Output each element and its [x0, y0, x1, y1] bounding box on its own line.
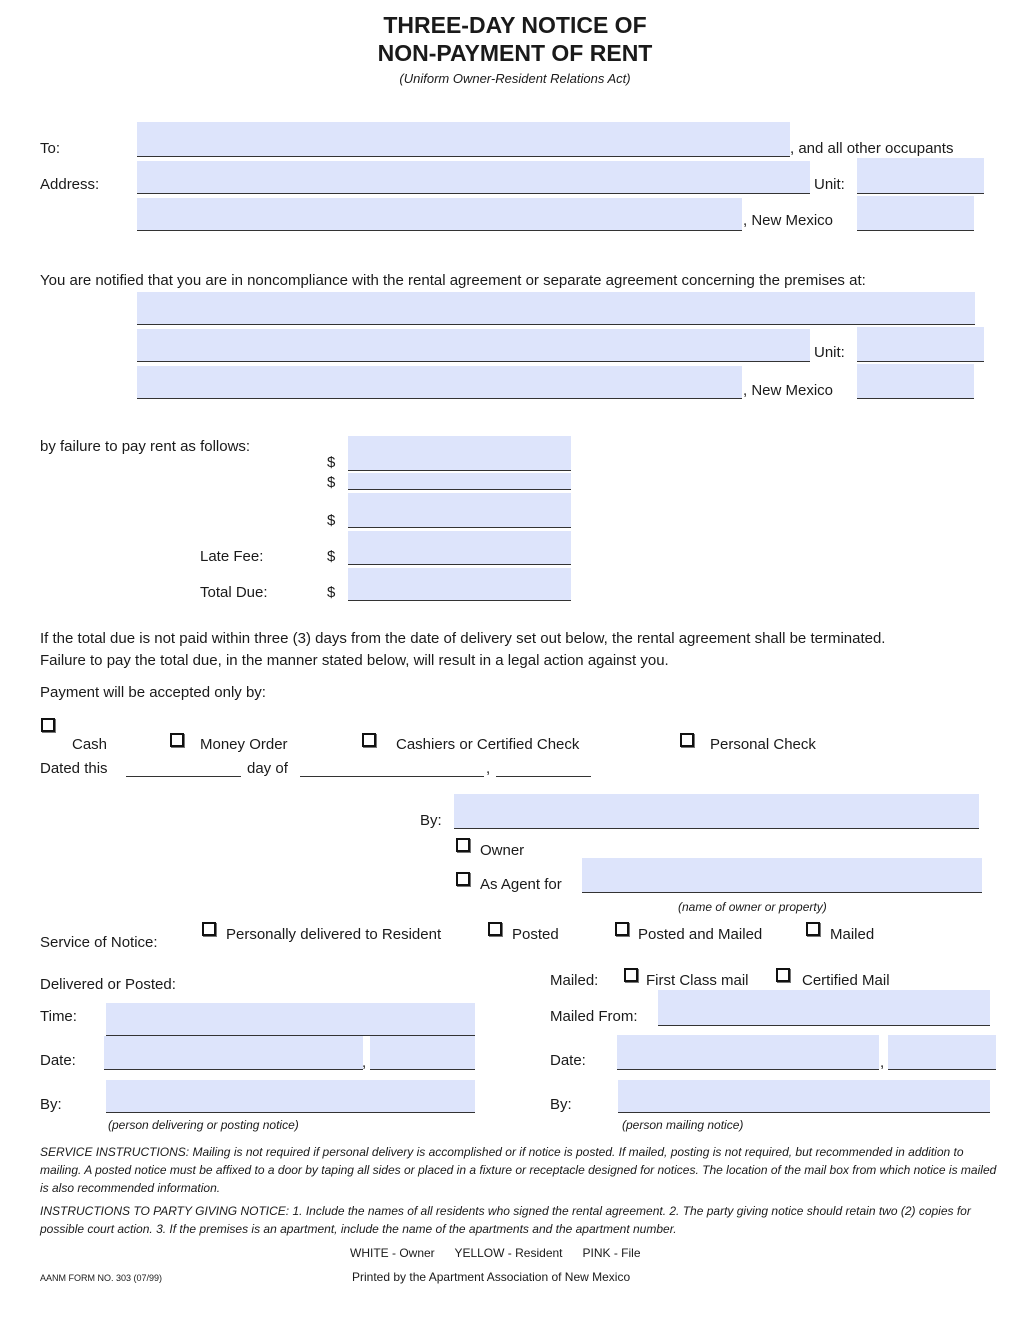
signature-field[interactable]	[454, 794, 979, 829]
personally-delivered-checkbox[interactable]	[202, 922, 216, 936]
first-class-label: First Class mail	[646, 972, 749, 989]
posted-and-mailed-checkbox[interactable]	[615, 922, 629, 936]
premises-line-field[interactable]	[137, 292, 975, 325]
copy-distribution: WHITE - Owner YELLOW - Resident PINK - File	[350, 1246, 641, 1260]
delivered-heading: Delivered or Posted:	[40, 976, 176, 993]
year-field[interactable]	[496, 758, 591, 777]
mailed-year-field[interactable]	[888, 1035, 996, 1070]
posted-and-mailed-label: Posted and Mailed	[638, 926, 763, 943]
address-street-field[interactable]	[137, 161, 810, 194]
party-instructions: INSTRUCTIONS TO PARTY GIVING NOTICE: 1. Include the names of all residents who signed the rental agreement. 2. The party giving notice should retain two (2) copies for possible court action. 3. If the premises is an apartment, include the name of the apartments and the apartment number.	[40, 1204, 971, 1236]
mailed-by-field[interactable]	[618, 1080, 990, 1113]
personal-check-checkbox[interactable]	[680, 733, 694, 747]
form-title-line1: THREE-DAY NOTICE OF	[383, 12, 647, 38]
rent-amount-1-field[interactable]	[348, 436, 571, 471]
personal-check-label: Personal Check	[710, 736, 816, 753]
mailed-heading: Mailed:	[550, 972, 599, 989]
posted-checkbox[interactable]	[488, 922, 502, 936]
mailed-from-label: Mailed From:	[550, 1008, 638, 1025]
delivered-year-field[interactable]	[370, 1036, 475, 1070]
delivered-by-field[interactable]	[106, 1080, 475, 1113]
delivered-by-note: (person delivering or posting notice)	[108, 1118, 299, 1132]
comma: ,	[362, 1054, 367, 1071]
form-title-line2: NON-PAYMENT OF RENT	[377, 40, 653, 66]
currency-symbol: $	[327, 454, 336, 471]
legal-action-text: Failure to pay the total due, in the manner stated below, will result in a legal action against you.	[40, 652, 669, 669]
certified-mail-label: Certified Mail	[802, 972, 890, 989]
money-order-label: Money Order	[200, 736, 288, 753]
day-of-label: day of	[247, 760, 288, 777]
late-fee-label: Late Fee:	[200, 548, 264, 565]
other-occupants-text: , and all other occupants	[790, 140, 954, 157]
mailed-label: Mailed	[830, 926, 875, 943]
certified-mail-checkbox[interactable]	[776, 968, 790, 982]
first-class-checkbox[interactable]	[624, 968, 638, 982]
to-label: To:	[40, 140, 61, 157]
rent-amount-3-field[interactable]	[348, 493, 571, 528]
by-label: By:	[420, 812, 442, 829]
personally-delivered-label: Personally delivered to Resident	[226, 926, 442, 943]
mailed-date-label: Date:	[550, 1052, 586, 1069]
rent-intro: by failure to pay rent as follows:	[40, 438, 251, 455]
mailed-by-label: By:	[550, 1096, 572, 1113]
total-due-field[interactable]	[348, 568, 571, 601]
rent-amount-2-field[interactable]	[348, 473, 571, 490]
premises-zip-field[interactable]	[857, 364, 974, 399]
delivered-by-label: By:	[40, 1096, 62, 1113]
money-order-checkbox[interactable]	[170, 733, 184, 747]
printed-by: Printed by the Apartment Association of New Mexico	[352, 1270, 631, 1284]
agent-note: (name of owner or property)	[678, 900, 827, 914]
owner-label: Owner	[480, 842, 525, 859]
owner-checkbox[interactable]	[456, 838, 470, 852]
address-city-field[interactable]	[137, 198, 742, 231]
posted-label: Posted	[512, 926, 559, 943]
currency-symbol: $	[327, 512, 336, 529]
form-subtitle: (Uniform Owner-Resident Relations Act)	[399, 71, 631, 86]
mailed-by-note: (person mailing notice)	[622, 1118, 744, 1132]
address-zip-field[interactable]	[857, 196, 974, 231]
unit-label: Unit:	[814, 176, 845, 193]
currency-symbol: $	[327, 474, 336, 491]
late-fee-field[interactable]	[348, 531, 571, 565]
premises-city-field[interactable]	[137, 366, 742, 399]
day-field[interactable]	[126, 758, 241, 777]
service-instructions: SERVICE INSTRUCTIONS: Mailing is not required if personal delivery is accomplished or if notice is posted. If mailed, posting is not required, but recommended in addition to mailing. A posted notice must be affixed to a door by taping all sides or placed in a fixture or receptacle designed for notices. The location of the mail box from which notice is mailed is also recommended information.	[40, 1145, 997, 1195]
delivered-date-label: Date:	[40, 1052, 76, 1069]
cash-checkbox[interactable]	[41, 718, 55, 732]
tenant-names-field[interactable]	[137, 122, 790, 157]
month-field[interactable]	[300, 758, 484, 777]
dated-this-label: Dated this	[40, 760, 108, 777]
service-label: Service of Notice:	[40, 934, 158, 951]
cashiers-check-checkbox[interactable]	[362, 733, 376, 747]
address-unit-field[interactable]	[857, 158, 984, 194]
mailed-from-field[interactable]	[658, 990, 990, 1026]
noncompliance-text: You are notified that you are in noncompliance with the rental agreement or separate agreement concerning the premises at:	[40, 272, 866, 289]
state-text: , New Mexico	[743, 212, 834, 229]
mailed-checkbox[interactable]	[806, 922, 820, 936]
delivered-time-label: Time:	[40, 1008, 77, 1025]
comma: ,	[486, 760, 491, 777]
cashiers-check-label: Cashiers or Certified Check	[396, 736, 580, 753]
currency-symbol: $	[327, 548, 336, 565]
agent-checkbox[interactable]	[456, 872, 470, 886]
form-number: AANM FORM NO. 303 (07/99)	[40, 1273, 163, 1283]
cash-label: Cash	[72, 736, 108, 753]
comma: ,	[880, 1054, 885, 1071]
premises-unit-field[interactable]	[857, 327, 984, 362]
delivered-date-field[interactable]	[104, 1036, 363, 1070]
mailed-date-field[interactable]	[617, 1035, 879, 1070]
payment-intro: Payment will be accepted only by:	[40, 684, 266, 701]
agent-for-field[interactable]	[582, 858, 982, 893]
premises-state-text: , New Mexico	[743, 382, 834, 399]
termination-text: If the total due is not paid within three (3) days from the date of delivery set out below, the rental agreement shall be terminated.	[40, 630, 886, 647]
premises-unit-label: Unit:	[814, 344, 845, 361]
agent-label: As Agent for	[480, 876, 562, 893]
address-label: Address:	[40, 176, 100, 193]
premises-street-field[interactable]	[137, 329, 810, 362]
currency-symbol: $	[327, 584, 336, 601]
total-due-label: Total Due:	[200, 584, 268, 601]
delivered-time-field[interactable]	[106, 1003, 475, 1036]
